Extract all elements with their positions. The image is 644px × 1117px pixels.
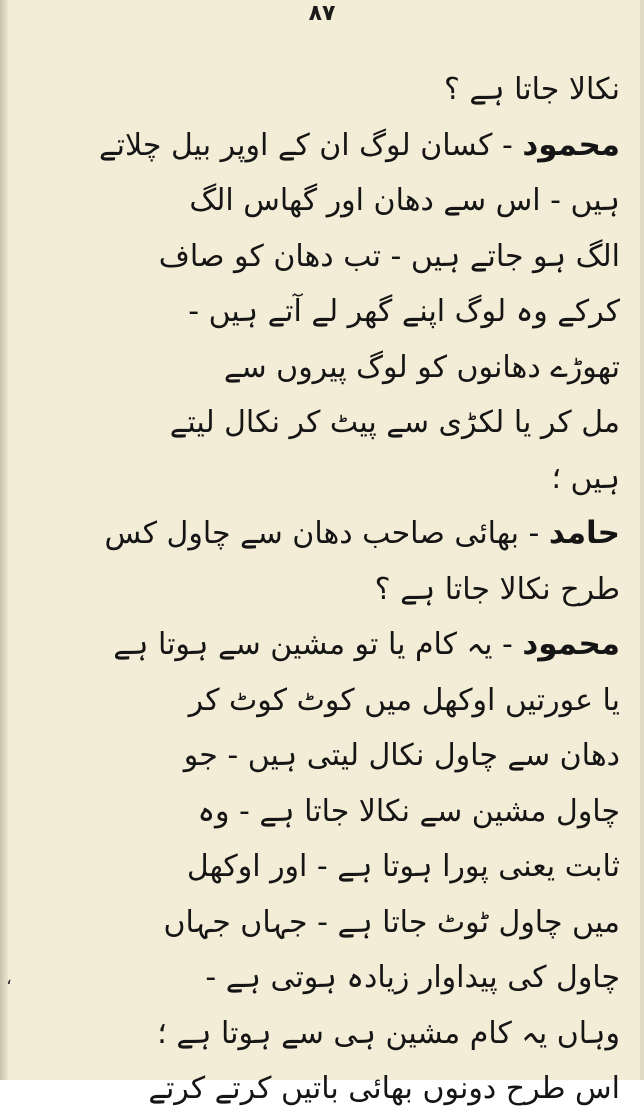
text-line (30, 728, 620, 784)
text-line (30, 118, 620, 174)
text-line (30, 839, 620, 895)
text-line (30, 395, 620, 451)
line-text: وہاں یہ کام مشین ہی سے ہوتا ہے ؛ (157, 1015, 620, 1051)
margin-mark: ، (6, 968, 12, 989)
line-text: مل کر یا لکڑی سے پیٹ کر نکال لیتے (169, 405, 620, 440)
text-line (30, 1061, 620, 1117)
text-line (30, 62, 620, 118)
text-line (30, 229, 620, 285)
text-line (30, 950, 620, 1006)
line-text: چاول کی پیداوار زیادہ ہوتی ہے - (205, 960, 620, 995)
line-text: الگ ہو جاتے ہیں - تب دھان کو صاف (158, 238, 620, 274)
line-text: - بھائی صاحب دھان سے چاول کس (104, 516, 549, 551)
line-text: چاول مشین سے نکالا جاتا ہے - وہ (197, 793, 620, 829)
text-line (30, 673, 620, 729)
line-text: دھان سے چاول نکال لیتی ہیں - جو (183, 738, 620, 773)
line-text: کرکے وہ لوگ اپنے گھر لے آتے ہیں - (188, 294, 620, 329)
text-line (30, 284, 620, 340)
text-line (30, 340, 620, 396)
line-text: ہیں - اس سے دھان اور گھاس الگ (189, 183, 620, 218)
text-line (30, 506, 620, 562)
text-line (30, 173, 620, 229)
line-text: طرح نکالا جاتا ہے ؟ (374, 571, 620, 607)
line-text: - یہ کام یا تو مشین سے ہوتا ہے (113, 627, 523, 662)
line-text: - کسان لوگ ان کے اوپر بیل چلاتے (99, 127, 523, 163)
speaker-name: محمود (522, 626, 620, 662)
page-number: ۸۷ (308, 1, 336, 26)
line-text: تھوڑے دھانوں کو لوگ پیروں سے (223, 349, 620, 385)
text-line (30, 562, 620, 618)
text-line (30, 617, 620, 673)
speaker-name: محمود (522, 126, 620, 163)
page-text-body (30, 62, 620, 1117)
text-line (30, 784, 620, 840)
line-text: میں چاول ٹوٹ جاتا ہے - جہاں جہاں (163, 904, 620, 940)
line-text: یا عورتیں اوکھل میں کوٹ کوٹ کر (188, 682, 620, 718)
line-text: اس طرح دونوں بھائی باتیں کرتے کرتے (148, 1071, 620, 1106)
text-line (30, 895, 620, 951)
page-right-edge (640, 0, 644, 1080)
page-binding-edge (0, 0, 8, 1080)
line-text: ثابت یعنی پورا ہوتا ہے - اور اوکھل (186, 849, 620, 884)
speaker-name: حامد (548, 515, 620, 551)
text-line (30, 451, 620, 507)
text-line (30, 1006, 620, 1062)
line-text: نکالا جاتا ہے ؟ (443, 72, 620, 107)
line-text: ہیں ؛ (551, 460, 620, 496)
